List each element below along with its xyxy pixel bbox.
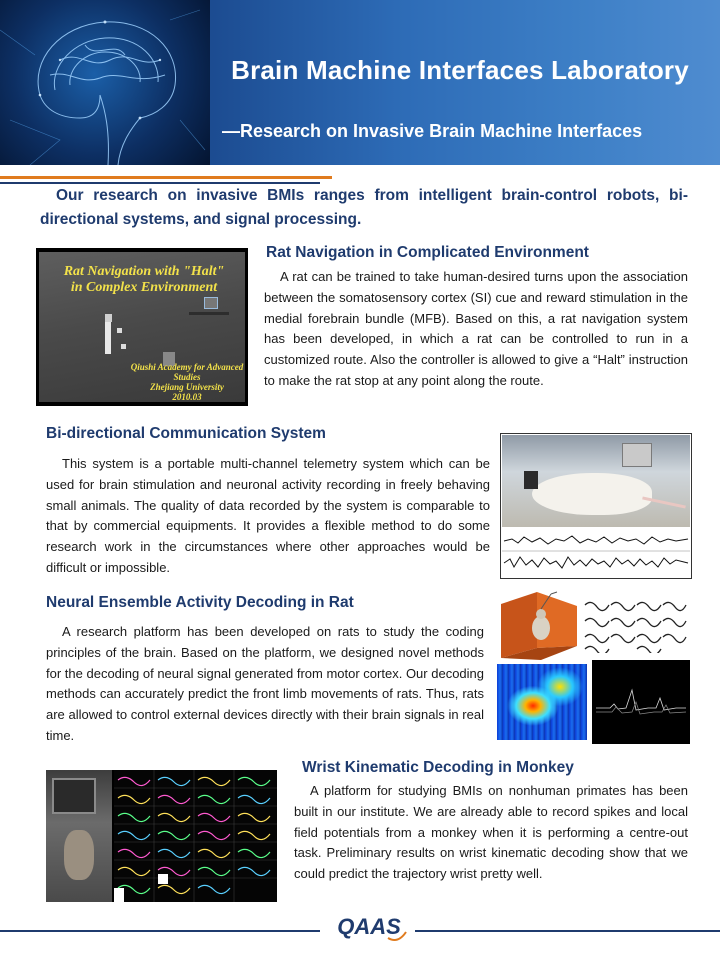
brain-icon — [0, 0, 210, 165]
logo-text: QAAS — [337, 914, 401, 939]
brain-illustration — [0, 0, 210, 165]
video-caption-line3: 2010.03 — [172, 392, 202, 402]
rat-navigation-video-still — [36, 248, 248, 406]
accent-line-orange — [0, 176, 332, 179]
video-caption-line2: Zhejiang University — [150, 382, 224, 392]
section-body-rat-navigation: A rat can be trained to take human-desired turns upon the association between the somatosensory cortex (SI) cue and reward stimulation in the medial forebrain bundle (MFB). Based on this, a rat navigation system has been developed, in which a rat can be controlled to run in a customized route. Also the controller is allowed to give a “Halt” instruction to make the rat stop at any point along the route. — [264, 269, 688, 388]
page-title: Brain Machine Interfaces Laboratory — [231, 55, 689, 85]
decoding-trace-figure — [592, 660, 690, 744]
rat-telemetry-photo — [500, 433, 692, 579]
video-title — [49, 264, 239, 296]
header-divider — [0, 165, 720, 171]
video-title-line2: in Complex Environment — [70, 280, 218, 295]
footer-divider-left — [0, 930, 320, 932]
section-body-monkey: A platform for studying BMIs on nonhuman primates has been built in our institute. We are already able to record spikes and local field potentials from a monkey when it is performing a centre-out task. Preliminary results on wrist kinematic decoding show that we could predict the trajectory wrist pretty well. — [294, 783, 688, 882]
intro-text: Our research on invasive BMIs ranges from intelligent brain-control robots, bi-directional systems, and signal processing. — [40, 187, 688, 228]
section-title-bidirectional: Bi-directional Communication System — [46, 425, 326, 442]
section-body-neural-ensemble: A research platform has been developed on rats to study the coding principles of the brain. Based on the platform, we designed novel methods for the decoding of neural signal generated from motor cortex. Our decoding methods can accurately predict the front limb movements of rats. Thus, rats are allowed to control external devices directly with their brain signals in real time. — [46, 624, 484, 743]
eeg-trace-icon — [502, 529, 690, 577]
neural-raster-icon — [114, 770, 277, 902]
footer-divider-right — [415, 930, 720, 932]
section-title-rat-navigation: Rat Navigation in Complicated Environment — [266, 244, 589, 261]
section-body-bidirectional: This system is a portable multi-channel telemetry system which can be used for brain stimulation and neuronal activity recording in freely behaving small animals. The quality of data recorded by the system is comparable to that by commercial equipments. It provides a flexible method to do some research work in the circumstances where other approaches would be difficult or impossible. — [46, 456, 490, 575]
behavior-box-icon — [497, 588, 581, 662]
video-caption-line1: Qiushi Academy for Advanced Studies — [130, 362, 244, 382]
monkey-experiment-figure — [46, 770, 277, 902]
video-caption — [127, 362, 247, 402]
spike-waveforms-figure — [583, 595, 688, 653]
header-banner — [0, 0, 720, 165]
rat-behavior-box-figure — [497, 588, 581, 662]
qaas-logo-icon — [328, 908, 410, 946]
trace-plot-icon — [592, 660, 690, 744]
qaas-logo — [328, 908, 410, 946]
waveform-grid-icon — [583, 595, 688, 653]
page-subtitle: —Research on Invasive Brain Machine Interfaces — [222, 121, 643, 141]
section-title-monkey: Wrist Kinematic Decoding in Monkey — [302, 759, 574, 776]
section-title-neural-ensemble: Neural Ensemble Activity Decoding in Rat — [46, 594, 354, 611]
spectrogram-figure — [497, 664, 587, 740]
video-title-line1: Rat Navigation with "Halt" — [63, 264, 225, 279]
